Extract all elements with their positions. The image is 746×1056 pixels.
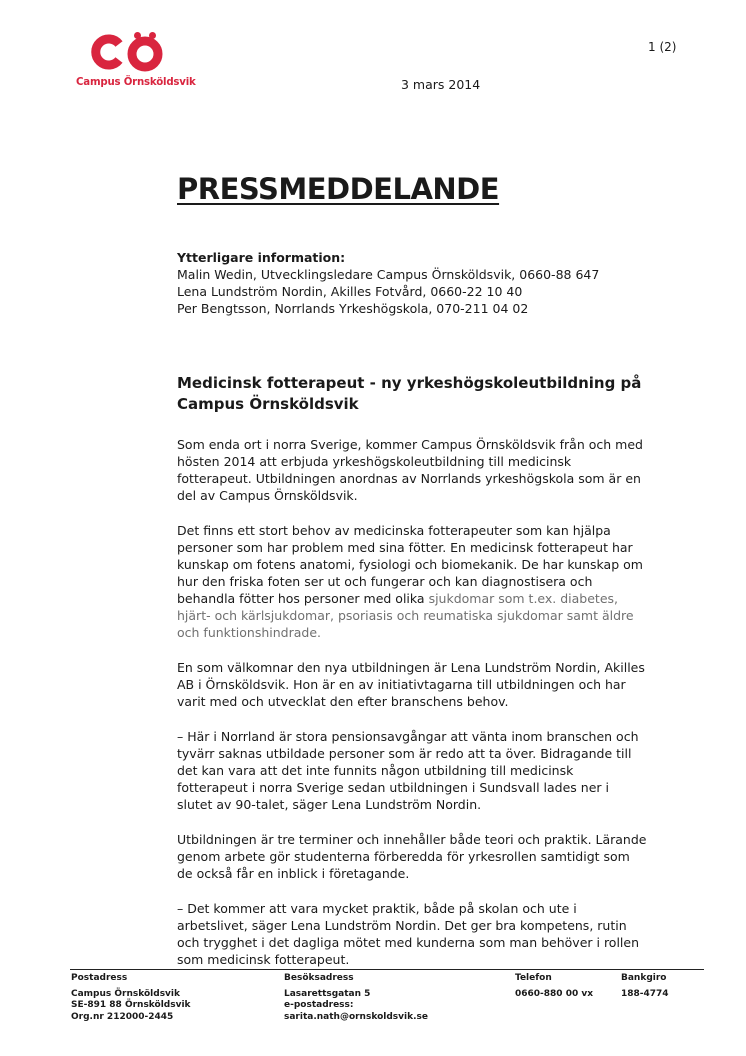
body-paragraph: Som enda ort i norra Sverige, kommer Campus Örnsköldsvik från och med hösten 2014 att erbjuda yrkeshögskoleutbildning till medicinsk fotterapeut. Utbildningen anordnas av Norrlands yrkeshögskola som är en del av Campus Örnsköldsvik. [177, 437, 643, 503]
footer-line: 0660-880 00 vx [515, 988, 594, 999]
contact-info [177, 249, 599, 317]
contact-heading: Ytterligare information: [177, 250, 346, 265]
footer-line: 188-4774 [621, 988, 669, 999]
footer-line: Org.nr 212000-2445 [71, 1011, 174, 1022]
press-headline: Medicinsk fotterapeut - ny yrkeshögskoleutbildning på Campus Örnsköldsvik [177, 374, 642, 413]
logo-name: Campus Örnsköldsvik [76, 77, 196, 88]
footer-line: e-postadress: [284, 1000, 354, 1010]
footer-line: Lasarettsgatan 5 [284, 988, 371, 999]
body-paragraph: En som välkomnar den nya utbildningen är Lena Lundström Nordin, Akilles AB i Örnsköldsvik. Hon är en av initiativtagarna till utbildningen och har varit med och utvecklat den efter branschens behov. [177, 660, 645, 709]
co-logo-mark-icon [90, 32, 174, 72]
body-paragraph: – Det kommer att vara mycket praktik, både på skolan och ute i arbetslivet, säger Lena Lundström Nordin. Det ger bra kompetens, rutin och trygghet i det dagliga mötet med kunderna som man behöver i rollen som medicinsk fotterapeut. [177, 901, 640, 967]
document-date: 3 mars 2014 [401, 77, 481, 92]
footer-telefon [515, 973, 593, 1000]
body-paragraph: Utbildningen är tre terminer och innehåller både teori och praktik. Lärande genom arbete gör studenterna förberedda för yrkesrollen samtidigt som de också får en inblick i företagande. [177, 832, 647, 881]
footer-postadress [71, 973, 191, 1023]
footer-besoksadress [284, 973, 428, 1023]
footer-line: SE-891 88 Örnsköldsvik [71, 1000, 191, 1010]
contact-line: Per Bengtsson, Norrlands Yrkeshögskola, 070-211 04 02 [177, 301, 529, 316]
footer-line: Campus Örnsköldsvik [71, 988, 180, 999]
document-title: PRESSMEDDELANDE [177, 172, 500, 206]
paragraph-text-muted: sjukdomar som t.ex. diabetes, hjärt- och kärlsjukdomar, psoriasis och reumatiska sjukdomar samt äldre och funktionshindrade. [177, 591, 634, 640]
footer-heading: Besöksadress [284, 973, 354, 983]
campus-logo [76, 32, 196, 92]
paragraph-text: Det finns ett stort behov av medicinska fotterapeuter som kan hjälpa personer som har problem med sina fötter. En medicinsk fotterapeut har kunskap om fotens anatomi, fysiologi och biomekanik. De har kunskap om hur den friska foten ser ut och fungerar och kan diagnostisera och behandla fötter hos personer med olika [177, 523, 643, 606]
press-body [177, 436, 647, 986]
footer-divider [70, 969, 704, 970]
page-number: 1 (2) [648, 40, 677, 54]
footer-bankgiro [621, 973, 669, 1000]
contact-line: Malin Wedin, Utvecklingsledare Campus Örnsköldsvik, 0660-88 647 [177, 267, 600, 282]
footer-heading: Postadress [71, 973, 128, 983]
footer-heading: Bankgiro [621, 973, 667, 983]
body-paragraph [177, 522, 647, 641]
footer-heading: Telefon [515, 973, 552, 983]
contact-line: Lena Lundström Nordin, Akilles Fotvård, 0660-22 10 40 [177, 284, 523, 299]
body-paragraph: – Här i Norrland är stora pensionsavgångar att vänta inom branschen och tyvärr saknas utbildade personer som är redo att ta över. Bidragande till det kan vara att det inte funnits någon utbildning till medicinsk fotterapeut i norra Sverige sedan utbildningen i Sundsvall lades ner i slutet av 90-talet, säger Lena Lundström Nordin. [177, 729, 639, 812]
footer-email[interactable]: sarita.nath@ornskoldsvik.se [284, 1011, 428, 1022]
